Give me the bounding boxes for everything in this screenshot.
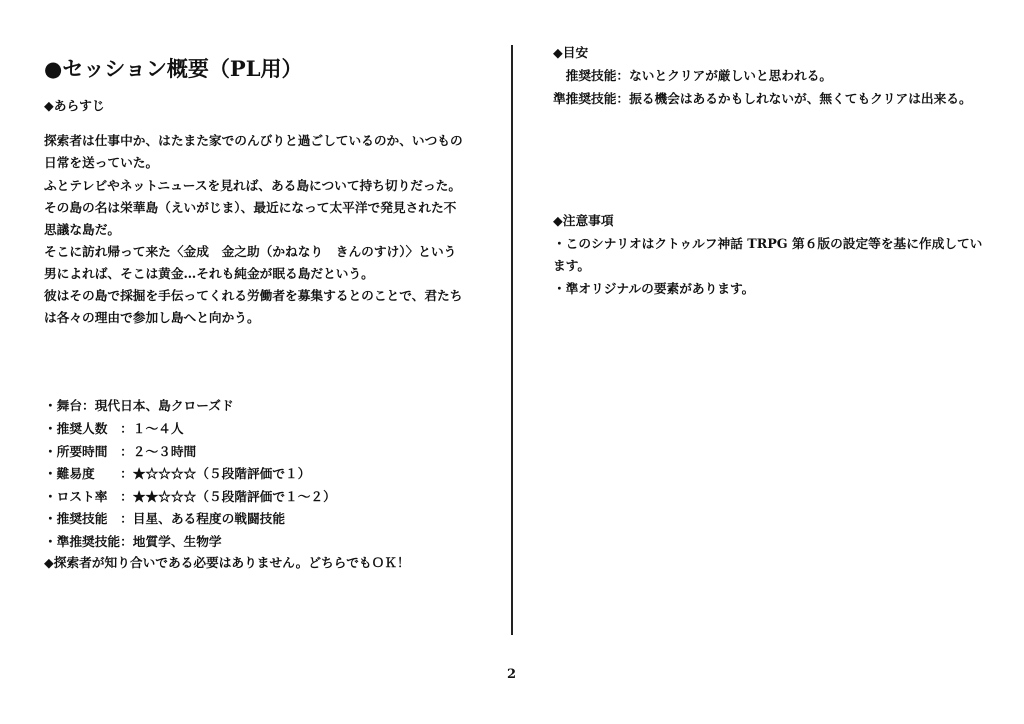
- synopsis-heading: ◆あらすじ: [44, 98, 105, 113]
- detail-difficulty: ・難易度 ：★☆☆☆☆（５段階評価で１）: [44, 466, 311, 481]
- caution-line: ・このシナリオはクトゥルフ神話 TRPG 第６版の設定等を基に作成してい: [553, 236, 983, 251]
- detail-lost-rate: ・ロスト率 ：★★☆☆☆（５段階評価で１～２）: [44, 489, 336, 504]
- note-acquaintance: ◆探索者が知り合いである必要はありません。どちらでもＯＫ！: [44, 555, 410, 570]
- synopsis-line: ふとテレビやネットニュースを見れば、ある島について持ち切りだった。: [44, 178, 462, 193]
- synopsis-line: 日常を送っていた。: [44, 155, 159, 170]
- column-divider: [511, 45, 513, 635]
- detail-recommended-skills: ・推奨技能 ：目星、ある程度の戦闘技能: [44, 511, 286, 526]
- detail-players: ・推奨人数 ：１～４人: [44, 421, 184, 436]
- detail-duration: ・所要時間 ：２～３時間: [44, 444, 197, 459]
- page-title: ●セッション概要（PL用）: [44, 56, 303, 81]
- synopsis-line: 探索者は仕事中か、はたまた家でのんびりと過ごしているのか、いつもの: [44, 133, 463, 148]
- synopsis-line: そこに訪れ帰って来た〈金成 金之助（かねなり きんのすけ）〉という: [44, 244, 457, 259]
- synopsis-line: 男によれば、そこは黄金…それも純金が眠る島だという。: [44, 266, 374, 281]
- synopsis-line: その島の名は栄華島（えいがじま）、最近になって太平洋で発見された不: [44, 200, 457, 215]
- detail-semi-recommended-skills: ・準推奨技能：地質学、生物学: [44, 534, 222, 549]
- synopsis-line: は各々の理由で参加し島へと向かう。: [44, 310, 260, 325]
- detail-stage: ・舞台：現代日本、島クローズド: [44, 398, 234, 413]
- page-number: 2: [507, 667, 517, 682]
- caution-heading: ◆注意事項: [553, 213, 614, 228]
- guide-heading: ◆目安: [553, 45, 589, 60]
- synopsis-line: 思議な島だ。: [44, 222, 121, 237]
- caution-line: ・準オリジナルの要素があります。: [553, 281, 755, 296]
- synopsis-line: 彼はその島で採掘を手伝ってくれる労働者を募集するとのことで、君たち: [44, 288, 463, 303]
- caution-line: ます。: [553, 258, 591, 273]
- guide-line: 推奨技能：ないとクリアが厳しいと思われる。: [553, 68, 833, 83]
- guide-line: 準推奨技能：振る機会はあるかもしれないが、無くてもクリアは出来る。: [553, 91, 972, 106]
